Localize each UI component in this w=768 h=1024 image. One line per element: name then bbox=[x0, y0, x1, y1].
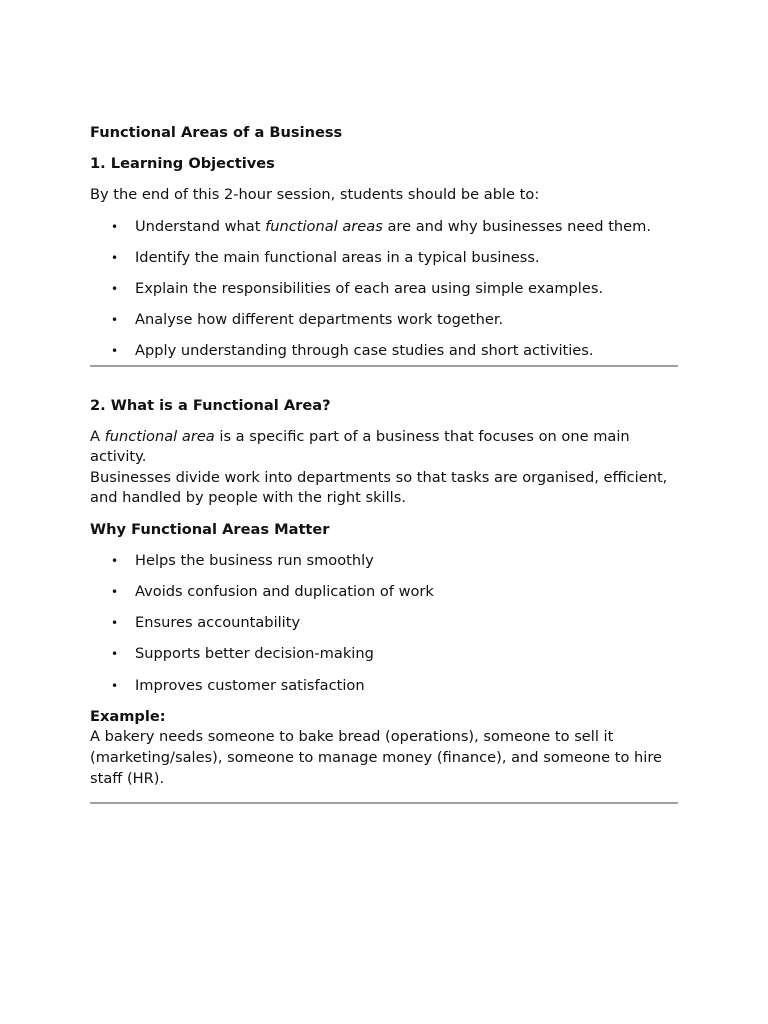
list-item-text: Identify the main functional areas in a typical business. bbox=[135, 248, 540, 266]
section-2-heading: 2. What is a Functional Area? bbox=[90, 396, 331, 414]
explanation-paragraph: Businesses divide work into departments so that tasks are organised, efficient, and handled by people with the right skills. bbox=[90, 468, 668, 507]
section-divider bbox=[90, 802, 678, 804]
bullet-icon: • bbox=[111, 553, 119, 568]
section-divider bbox=[90, 365, 678, 367]
list-item-text: Avoids confusion and duplication of work bbox=[135, 583, 434, 601]
learning-objectives-list bbox=[90, 217, 678, 362]
list-item bbox=[90, 341, 678, 362]
bullet-icon: • bbox=[111, 344, 119, 359]
list-item bbox=[90, 248, 678, 269]
definition-text-before: A bbox=[90, 427, 105, 445]
bullet-icon: • bbox=[111, 678, 119, 693]
bullet-icon: • bbox=[111, 616, 119, 631]
document-content bbox=[90, 123, 678, 804]
bullet-icon: • bbox=[111, 250, 119, 265]
why-list bbox=[90, 551, 678, 696]
list-item-text-before: Understand what bbox=[135, 217, 266, 235]
definition-emphasis: functional area bbox=[104, 427, 215, 445]
list-item-text: Ensures accountability bbox=[135, 614, 301, 632]
list-item bbox=[90, 613, 678, 634]
list-item-text: Improves customer satisfaction bbox=[135, 676, 365, 694]
bullet-icon: • bbox=[111, 219, 119, 234]
definition-text-after: is a specific part of a business that focuses on one main activity. bbox=[90, 427, 630, 466]
list-item bbox=[90, 551, 678, 572]
list-item-emphasis: functional areas bbox=[265, 217, 383, 235]
list-item bbox=[90, 217, 678, 238]
list-item-text: Supports better decision-making bbox=[135, 645, 374, 663]
bullet-icon: • bbox=[111, 281, 119, 296]
bullet-icon: • bbox=[111, 647, 119, 662]
bullet-icon: • bbox=[111, 313, 119, 328]
section-2-body bbox=[90, 427, 678, 509]
list-item bbox=[90, 676, 678, 697]
definition-paragraph bbox=[90, 427, 678, 468]
document-title: Functional Areas of a Business bbox=[90, 124, 343, 141]
section-1-heading: 1. Learning Objectives bbox=[90, 155, 275, 173]
example-heading: Example: bbox=[90, 707, 166, 725]
list-item-text: Helps the business run smoothly bbox=[135, 551, 374, 569]
list-item-text: Explain the responsibilities of each area using simple examples. bbox=[135, 279, 604, 297]
list-item-text: Analyse how different departments work together. bbox=[135, 311, 504, 329]
list-item bbox=[90, 644, 678, 665]
list-item bbox=[90, 310, 678, 331]
list-item-text: Apply understanding through case studies and short activities. bbox=[135, 342, 594, 360]
bullet-icon: • bbox=[111, 585, 119, 600]
list-item bbox=[90, 582, 678, 603]
example-text: A bakery needs someone to bake bread (operations), someone to sell it (marketing/sales), someone to manage money (finance), and someone to hire staff (HR). bbox=[90, 728, 662, 787]
list-item bbox=[90, 279, 678, 300]
list-item-text-after: are and why businesses need them. bbox=[382, 217, 652, 235]
why-heading: Why Functional Areas Matter bbox=[90, 520, 330, 538]
section-1-intro: By the end of this 2-hour session, students should be able to: bbox=[90, 186, 540, 204]
